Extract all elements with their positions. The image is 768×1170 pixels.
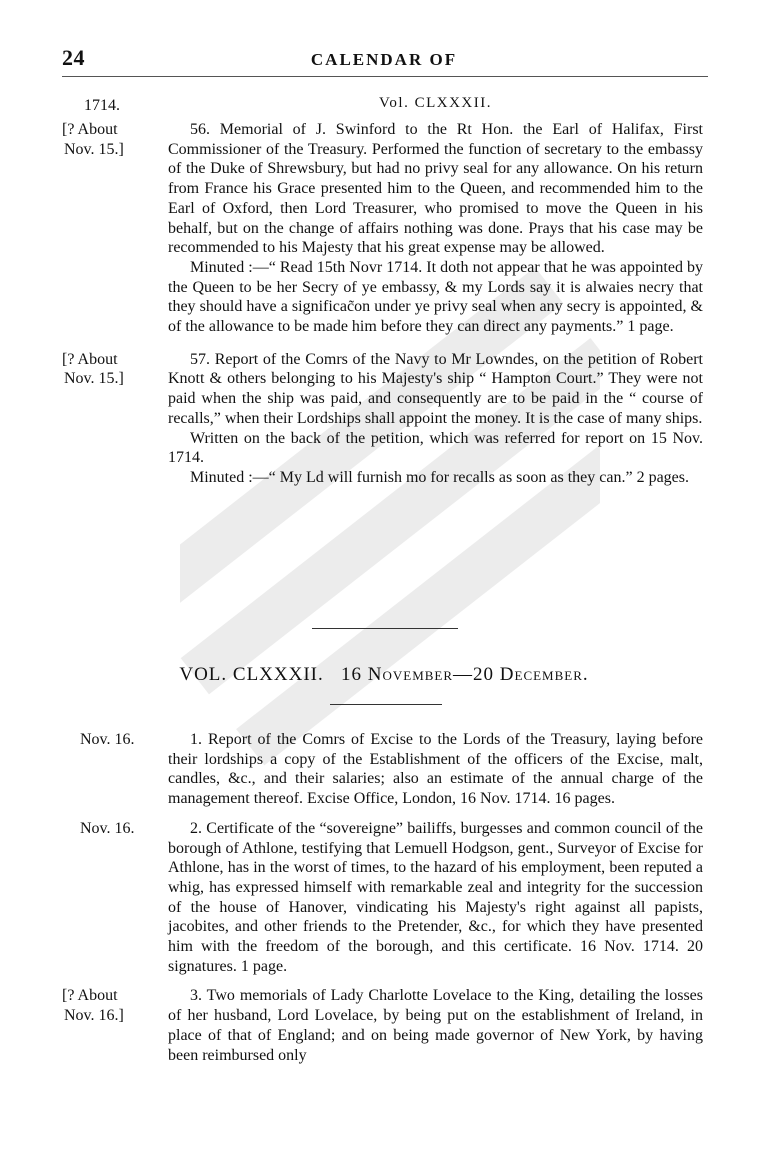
section-vol-bottom: [0, 730, 768, 1065]
entry-date: [? About Nov. 15.]: [62, 350, 124, 388]
section-vol-top: [0, 94, 768, 488]
entry-text: [168, 350, 703, 488]
entry-minute: Minuted :—“ My Ld will furnish mo for recalls as soon as they can.” 2 pages.: [190, 468, 689, 486]
volume-heading: [0, 664, 768, 686]
entry-date: [? About Nov. 15.]: [62, 121, 124, 158]
entry-text: [168, 730, 703, 809]
volume-number: VOL. CLXXXII.: [179, 664, 324, 685]
entry-paragraph: 57. Report of the Comrs of the Navy to Mr Lowndes, on the petition of Robert Knott & others belonging to his Majesty's ship “ Hampton Court.” They were not paid when the ship was paid, and consequently are to be paid in the “ course of recalls,” when their Lordships shall appoint the money. It is the case of many ships.: [168, 350, 703, 427]
entry-paragraph: 2. Certificate of the “sovereigne” bailiffs, burgesses and common council of the borough of Athlone, testifying that Lemuell Hodgson, gent., Surveyor of Excise for Athlone, has in the worst of times, to the hazard of his employment, been reputed a whig, has expressed himself with remarkable zeal and integrity for the succession of the house of Hanover, vindicating his Majesty's right against all papists, jacobites, and other friends to the Pretender, &c., for which they have presented him with the freedom of the borough, and this certificate. 16 Nov. 1714. 20 signatures. 1 page.: [168, 819, 703, 975]
divider-bottom: [330, 704, 442, 705]
entry-paragraph: 1. Report of the Comrs of Excise to the Lords of the Treasury, laying before their lordships a copy of the Establishment of the officers of the Excise, malt, candles, &c., and their salaries; also an estimate of the annual charge of the management thereof. Excise Office, London, 16 Nov. 1714. 16 pages.: [168, 731, 703, 808]
entry-paragraph: 3. Two memorials of Lady Charlotte Lovelace to the King, detailing the losses of her husband, Lord Lovelace, by being put on the establishment of Ireland, in place of that of England; and on being made governor of New York, by having been reimbursed only: [168, 987, 703, 1064]
entry-paragraph: 56. Memorial of J. Swinford to the Rt Hon. the Earl of Halifax, First Commissioner of the Treasury. Performed the function of secretary to the embassy of the Duke of Shrewsbury, but had no privy seal for any allowance. On his return from France his Grace presented him to the Queen, and recommended him to the Earl of Oxford, then Lord Treasurer, who promised to move the Queen in his behalf, but on the change of affairs nothing was done. Prays that his case may be recommended to his Majesty that his great expense may be allowed.: [168, 121, 703, 257]
entry-note: Written on the back of the petition, which was referred for report on 15 Nov. 1714.: [168, 429, 703, 467]
volume-date-range: 16 November—20 December.: [341, 664, 589, 685]
entry-57: [0, 350, 768, 488]
entry-3: [0, 986, 768, 1065]
volume-label: Vol. CLXXXII.: [379, 95, 492, 111]
entry-2: [0, 819, 768, 977]
entry-date: Nov. 16.: [80, 819, 135, 837]
divider-top: [312, 628, 458, 629]
entry-text: [168, 819, 703, 977]
entry-date: Nov. 16.: [80, 731, 135, 748]
entry-date: [? About Nov. 16.]: [62, 987, 124, 1025]
header-rule: [62, 76, 708, 77]
entry-56: [0, 120, 768, 337]
page-number: 24: [62, 45, 85, 70]
entry-1: [0, 730, 768, 809]
entry-text: [168, 120, 703, 337]
entry-minute: Minuted :—“ Read 15th Novr 1714. It doth not appear that he was appointed by the Queen to be her Secry of ye embassy, & my Lords say it is alwaies necry that they should have a significac̃on under ye privy seal when any secry is appointed, & of the allowance to be made him before they can direct any payments.” 1 page.: [168, 258, 703, 336]
running-title: CALENDAR OF: [310, 50, 458, 69]
entry-text: [168, 986, 703, 1065]
year-label: 1714.: [84, 97, 120, 114]
